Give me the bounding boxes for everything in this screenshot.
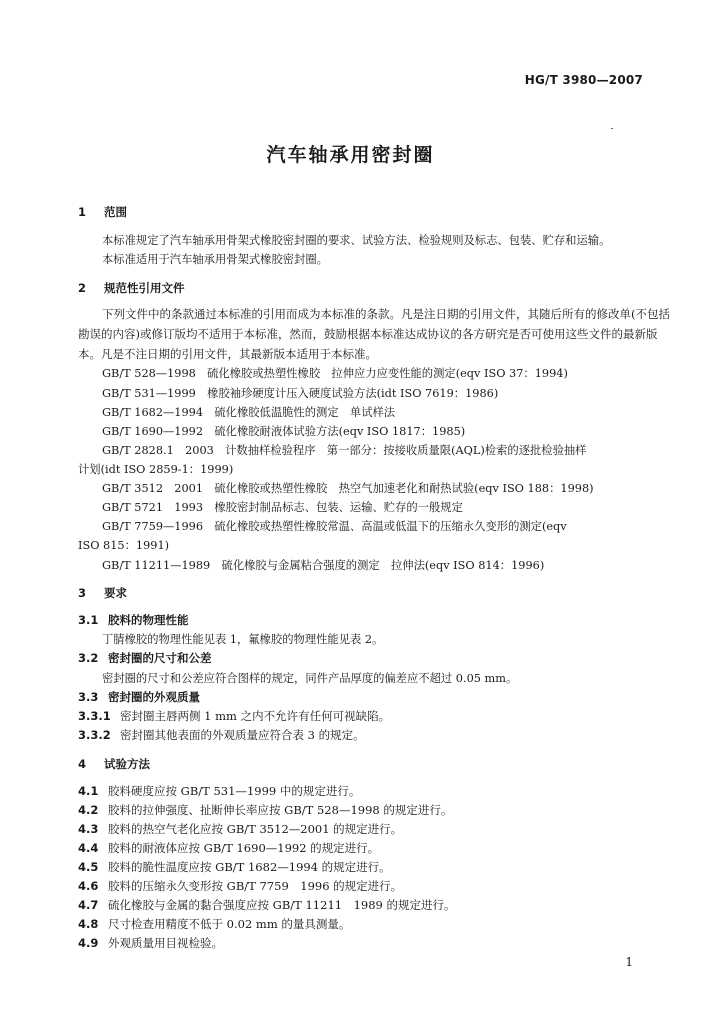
- test-method-item: [78, 802, 452, 818]
- clause-number: 4.9: [78, 936, 99, 950]
- subsection-3-1-heading: [78, 612, 189, 628]
- reference-item-continued: 计划(idt ISO 2859-1：1999): [78, 463, 234, 476]
- clause-text: 胶料的拉伸强度、扯断伸长率应按 GB/T 528—1998 的规定进行。: [108, 803, 453, 817]
- subsection-number: 3.3: [78, 690, 99, 704]
- clause-text: 密封圈其他表面的外观质量应符合表 3 的规定。: [120, 728, 365, 742]
- standard-code: HG/T 3980—2007: [524, 73, 643, 87]
- margin-mark: [611, 128, 613, 129]
- test-method-item: [78, 821, 402, 837]
- clause-number: 4.2: [78, 803, 99, 817]
- reference-item: GB/T 5721 1993 橡胶密封制品标志、包装、运输、贮存的一般规定: [102, 501, 463, 514]
- section-4-heading: [78, 756, 150, 772]
- test-method-item: [78, 859, 391, 875]
- reference-item: GB/T 1690—1992 硫化橡胶耐液体试验方法(eqv ISO 1817：1985): [102, 425, 466, 438]
- clause-text: 密封圈主唇两侧 1 mm 之内不允许有任何可视缺陷。: [120, 709, 391, 723]
- subsection-3-2-text: 密封圈的尺寸和公差应符合图样的规定，同件产品厚度的偏差应不超过 0.05 mm。: [102, 672, 518, 685]
- clause-number: 4.1: [78, 784, 99, 798]
- test-method-item: [78, 878, 402, 894]
- reference-item: GB/T 1682—1994 硫化橡胶低温脆性的测定 单试样法: [102, 406, 396, 419]
- section-title: 试验方法: [104, 757, 150, 771]
- subsection-number: 3.1: [78, 613, 99, 627]
- page-number: 1: [625, 955, 633, 969]
- clause-number: 4.7: [78, 898, 99, 912]
- section-3-heading: [78, 585, 127, 601]
- section-2-intro: 下列文件中的条款通过本标准的引用而成为本标准的条款。凡是注日期的引用文件，其随后所有的修改单(不包括勘误的内容)或修订版均不适用于本标准，然而，鼓励根据本标准达成协议的各方研究是否可使用这些文件的最新版本。凡是不注日期的引用文件，其最新版本适用于本标准。: [78, 307, 670, 361]
- reference-item: GB/T 528—1998 硫化橡胶或热塑性橡胶 拉伸应力应变性能的测定(eqv ISO 37：1994): [102, 367, 568, 380]
- test-method-item: [78, 935, 223, 951]
- subsection-title: 胶料的物理性能: [108, 613, 189, 627]
- section-number: 3: [78, 586, 87, 600]
- clause-3-3-1: [78, 708, 390, 724]
- test-method-item: [78, 783, 360, 799]
- section-1-heading: [78, 204, 127, 220]
- clause-number: 3.3.1: [78, 709, 111, 723]
- subsection-title: 密封圈的尺寸和公差: [108, 651, 212, 665]
- reference-item: GB/T 11211—1989 硫化橡胶与金属粘合强度的测定 拉伸法(eqv ISO 814：1996): [102, 559, 545, 572]
- section-title: 范围: [104, 205, 127, 219]
- clause-text: 胶料的热空气老化应按 GB/T 3512—2001 的规定进行。: [108, 822, 403, 836]
- document-title: 汽车轴承用密封圈: [266, 144, 435, 166]
- reference-item: GB/T 7759—1996 硫化橡胶或热塑性橡胶常温、高温或低温下的压缩永久变形的测定(eqv: [102, 520, 567, 533]
- clause-3-3-2: [78, 727, 365, 743]
- clause-text: 胶料的耐液体应按 GB/T 1690—1992 的规定进行。: [108, 841, 380, 855]
- clause-text: 胶料的脆性温度应按 GB/T 1682—1994 的规定进行。: [108, 860, 391, 874]
- section-number: 1: [78, 205, 87, 219]
- reference-item: GB/T 2828.1 2003 计数抽样检验程序 第一部分：按接收质量限(AQL)检索的逐批检验抽样: [102, 444, 587, 457]
- clause-text: 胶料的压缩永久变形按 GB/T 7759 1996 的规定进行。: [108, 879, 403, 893]
- section-1-paragraph-2: 本标准适用于汽车轴承用骨架式橡胶密封圈。: [102, 253, 328, 266]
- subsection-3-3-heading: [78, 689, 200, 705]
- subsection-number: 3.2: [78, 651, 99, 665]
- section-title: 规范性引用文件: [104, 281, 185, 295]
- reference-item-continued: ISO 815：1991): [78, 539, 170, 552]
- section-number: 2: [78, 281, 87, 295]
- test-method-item: [78, 897, 456, 913]
- clause-text: 硫化橡胶与金属的黏合强度应按 GB/T 11211 1989 的规定进行。: [108, 898, 456, 912]
- reference-item: GB/T 3512 2001 硫化橡胶或热塑性橡胶 热空气加速老化和耐热试验(eqv ISO 188：1998): [102, 482, 594, 495]
- test-method-item: [78, 916, 350, 932]
- clause-number: 4.6: [78, 879, 99, 893]
- section-1-paragraph-1: 本标准规定了汽车轴承用骨架式橡胶密封圈的要求、试验方法、检验规则及标志、包装、贮存和运输。: [102, 234, 611, 247]
- test-method-item: [78, 840, 379, 856]
- section-2-heading: [78, 280, 185, 296]
- subsection-3-2-heading: [78, 650, 212, 666]
- clause-number: 4.5: [78, 860, 99, 874]
- subsection-3-1-text: 丁腈橡胶的物理性能见表 1，氟橡胶的物理性能见表 2。: [102, 633, 384, 646]
- subsection-title: 密封圈的外观质量: [108, 690, 200, 704]
- reference-item: GB/T 531—1999 橡胶袖珍硬度计压入硬度试验方法(idt ISO 7619：1986): [102, 387, 499, 400]
- clause-number: 4.8: [78, 917, 99, 931]
- clause-text: 尺寸检查用精度不低于 0.02 mm 的量具测量。: [108, 917, 351, 931]
- clause-text: 外观质量用目视检验。: [108, 936, 223, 950]
- clause-number: 4.3: [78, 822, 99, 836]
- clause-number: 4.4: [78, 841, 99, 855]
- section-title: 要求: [104, 586, 127, 600]
- section-number: 4: [78, 757, 87, 771]
- clause-text: 胶料硬度应按 GB/T 531—1999 中的规定进行。: [108, 784, 361, 798]
- clause-number: 3.3.2: [78, 728, 111, 742]
